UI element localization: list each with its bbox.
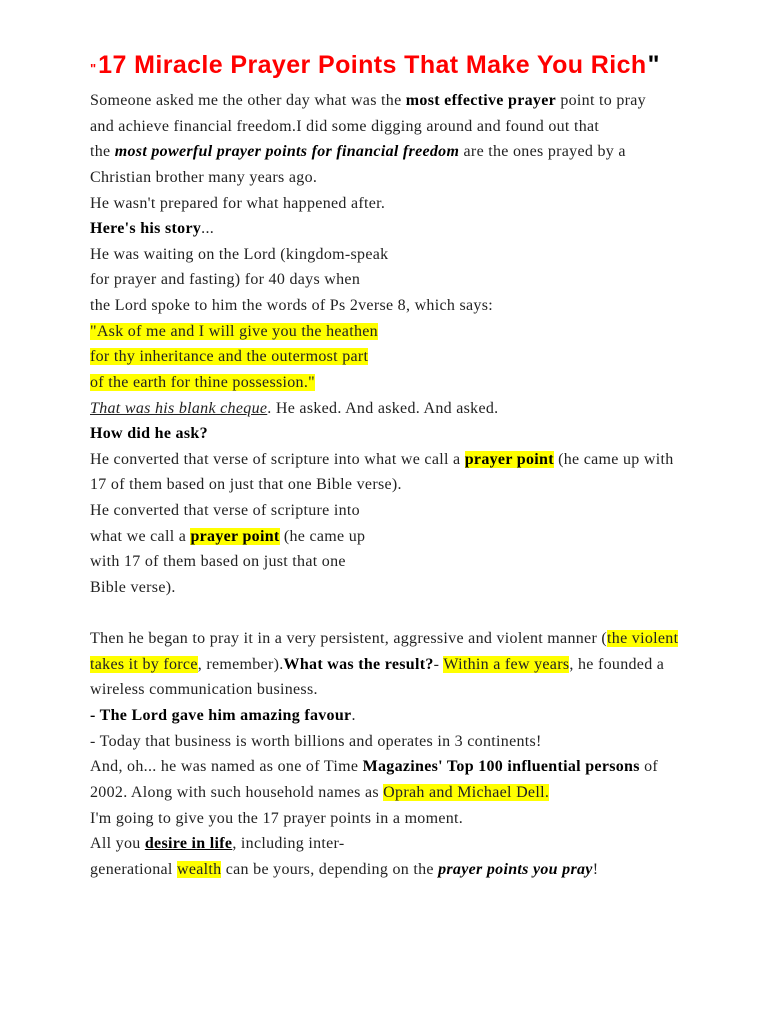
highlighted-bold-phrase: prayer point [464, 450, 554, 468]
text-line [90, 139, 678, 165]
article-title [90, 50, 659, 80]
text-line [90, 447, 678, 473]
text-run: I'm going to give you the 17 prayer points in a moment. [90, 809, 464, 827]
text-run: with 17 of them based on just that one [90, 553, 346, 571]
title-text: 17 Miracle Prayer Points That Make You Rich [98, 51, 647, 79]
text-line [90, 114, 678, 140]
bold-phrase: Magazines' Top 100 influential persons [362, 758, 640, 776]
text-run: the [90, 143, 115, 161]
text-run: can be yours, depending on the [221, 860, 439, 878]
text-line [90, 652, 678, 678]
text-run: , remember). [197, 655, 284, 673]
text-run: - [433, 655, 444, 673]
bold-italic-phrase: most powerful prayer points for financial freedom [114, 143, 460, 161]
text-line [90, 677, 678, 703]
text-run: Then he began to pray it in a very persistent, aggressive and violent manner ( [90, 630, 608, 648]
text-line [90, 806, 678, 832]
scripture-line [90, 370, 678, 396]
text-run: 2002. Along with such household names as [90, 783, 384, 801]
text-line [90, 729, 678, 755]
bold-phrase: How did he ask? [90, 425, 208, 443]
text-run: ! [592, 860, 599, 878]
text-run: are the ones prayed by a [459, 143, 626, 161]
text-line [90, 421, 678, 447]
text-run: for prayer and fasting) for 40 days when [90, 271, 361, 289]
text-line [90, 626, 678, 652]
text-run: . [351, 707, 356, 724]
highlighted-bold-phrase: prayer point [190, 527, 280, 545]
text-line [90, 549, 678, 575]
text-line [90, 396, 678, 422]
highlighted-phrase: "Ask of me and I will give you the heathen [90, 322, 378, 340]
highlighted-phrase: for thy inheritance and the outermost part [90, 348, 369, 366]
text-run: what we call a [90, 527, 191, 545]
text-run: wireless communication business. [90, 681, 318, 699]
text-line [90, 831, 678, 857]
text-line [90, 575, 678, 601]
text-run: the Lord spoke to him the words of Ps 2verse 8, which says: [90, 297, 493, 314]
text-line [90, 293, 678, 319]
text-run: point to pray [556, 92, 646, 109]
text-line [90, 191, 678, 217]
text-line [90, 780, 678, 806]
text-run: He was waiting on the Lord (kingdom-speak [90, 245, 389, 263]
title-close-quote: " [647, 51, 660, 79]
text-line [90, 165, 678, 191]
text-line [90, 472, 678, 498]
text-run: . He asked. And asked. And asked. [267, 399, 499, 417]
text-line [90, 242, 678, 268]
blank-line [90, 601, 678, 627]
scripture-line [90, 319, 678, 345]
bold-italic-phrase: prayer points you pray [438, 860, 593, 878]
text-run: and achieve financial freedom.I did some digging around and found out that [90, 117, 600, 135]
text-run: - Today that business is worth billions and operates in 3 continents! [90, 732, 542, 750]
text-line [90, 703, 678, 729]
text-line [90, 857, 678, 883]
bold-phrase: What was the result? [283, 655, 434, 673]
text-run: , including inter- [232, 835, 345, 853]
text-run: , he founded a [569, 655, 665, 673]
text-run: generational [90, 860, 177, 878]
bold-phrase: Here's his story [90, 220, 202, 238]
highlighted-phrase: of the earth for thine possession." [90, 373, 315, 391]
bold-phrase: most effective prayer [405, 92, 557, 109]
text-run: And, oh... he was named as one of Time [90, 758, 363, 776]
highlighted-phrase: Oprah and Michael Dell. [383, 783, 550, 801]
text-run: of [639, 758, 659, 776]
title-open-quote: " [90, 61, 97, 76]
highlighted-phrase: Within a few years [443, 655, 570, 673]
text-run: Christian brother many years ago. [90, 168, 318, 186]
text-line [90, 88, 678, 114]
text-line [90, 754, 678, 780]
text-run: All you [90, 835, 145, 853]
text-run: Someone asked me the other day what was the [90, 92, 406, 109]
underlined-italic-phrase: That was his blank cheque [90, 399, 268, 417]
highlighted-phrase: the violent [607, 630, 679, 648]
bold-phrase: - The Lord gave him amazing favour [90, 707, 352, 724]
text-run: ... [201, 220, 215, 238]
underlined-bold-phrase: desire in life [144, 835, 233, 853]
text-line [90, 267, 678, 293]
highlighted-phrase: wealth [176, 860, 222, 878]
text-run: Bible verse). [90, 578, 176, 596]
text-line [90, 216, 678, 242]
text-run: 17 of them based on just that one Bible verse). [90, 476, 402, 494]
text-run: He converted that verse of scripture into what we call a [90, 450, 465, 468]
text-run: (he came up with [553, 450, 674, 468]
text-run: (he came up [279, 527, 366, 545]
text-line [90, 524, 678, 550]
article-body [90, 88, 678, 882]
highlighted-phrase: takes it by force [90, 655, 198, 673]
scripture-line [90, 344, 678, 370]
text-line [90, 498, 678, 524]
text-run: He converted that verse of scripture into [90, 502, 360, 519]
text-run: He wasn't prepared for what happened after. [90, 194, 386, 212]
